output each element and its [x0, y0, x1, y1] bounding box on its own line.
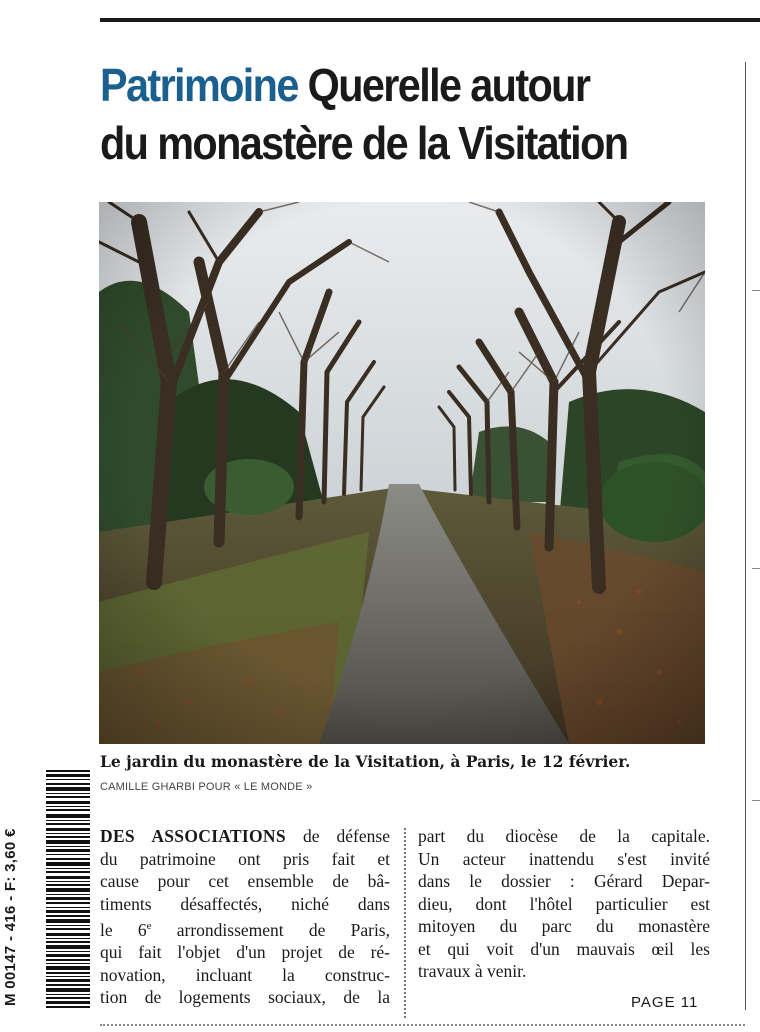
text-line: dieu, dont l'hôtel particulier est [418, 893, 710, 914]
text-line: mitoyen du parc du monastère [418, 916, 710, 936]
photo-caption: Le jardin du monastère de la Visitation, à Paris, le 12 février. [100, 752, 631, 771]
text-line: qui fait l'objet d'un projet de ré- [100, 942, 390, 963]
text-line: Un acteur inattendu s'est invité [418, 848, 710, 869]
headline-title-line1: Querelle autour [307, 59, 590, 111]
text-line: le 6e arrondissement de Paris, [100, 919, 390, 940]
text-line: dans le dossier : Gérard Depar- [418, 871, 710, 891]
text-line: novation, incluant la construc- [100, 964, 390, 985]
barcode-text: M 00147 - 416 - F: 3,60 € [2, 828, 19, 1006]
text-line: part du diocèse de la capitale. [418, 826, 710, 846]
garden-photo [99, 202, 705, 744]
photo-credit: CAMILLE GHARBI POUR « LE MONDE » [100, 781, 313, 793]
text-line: DES ASSOCIATIONS de défense [100, 826, 390, 846]
column-divider [404, 828, 406, 1018]
headline-kicker: Patrimoine [100, 59, 298, 111]
article-column-1 [100, 825, 390, 1009]
headline-title-line2: du monastère de la Visitation [100, 117, 628, 169]
text-line: et qui voit d'un mauvais œil les [418, 938, 710, 959]
headline [100, 56, 676, 172]
top-rule [100, 18, 760, 22]
text-line: cause pour cet ensemble de bâ- [100, 871, 390, 891]
margin-tick [752, 290, 760, 291]
page-number: PAGE 11 [631, 994, 699, 1011]
column-rule [745, 62, 746, 1010]
text-line: timents désaffectés, niché dans [100, 893, 390, 914]
text-line: tion de logements sociaux, de la [100, 987, 390, 1008]
article-lead: DES ASSOCIATIONS [100, 826, 286, 846]
text-line: travaux à venir. [418, 961, 527, 981]
margin-tick [752, 568, 760, 569]
article-column-2 [418, 825, 710, 983]
text-line: du patrimoine ont pris fait et [100, 848, 390, 869]
bottom-rule [100, 1024, 745, 1026]
margin-tick [752, 800, 760, 801]
barcode [26, 770, 92, 1010]
